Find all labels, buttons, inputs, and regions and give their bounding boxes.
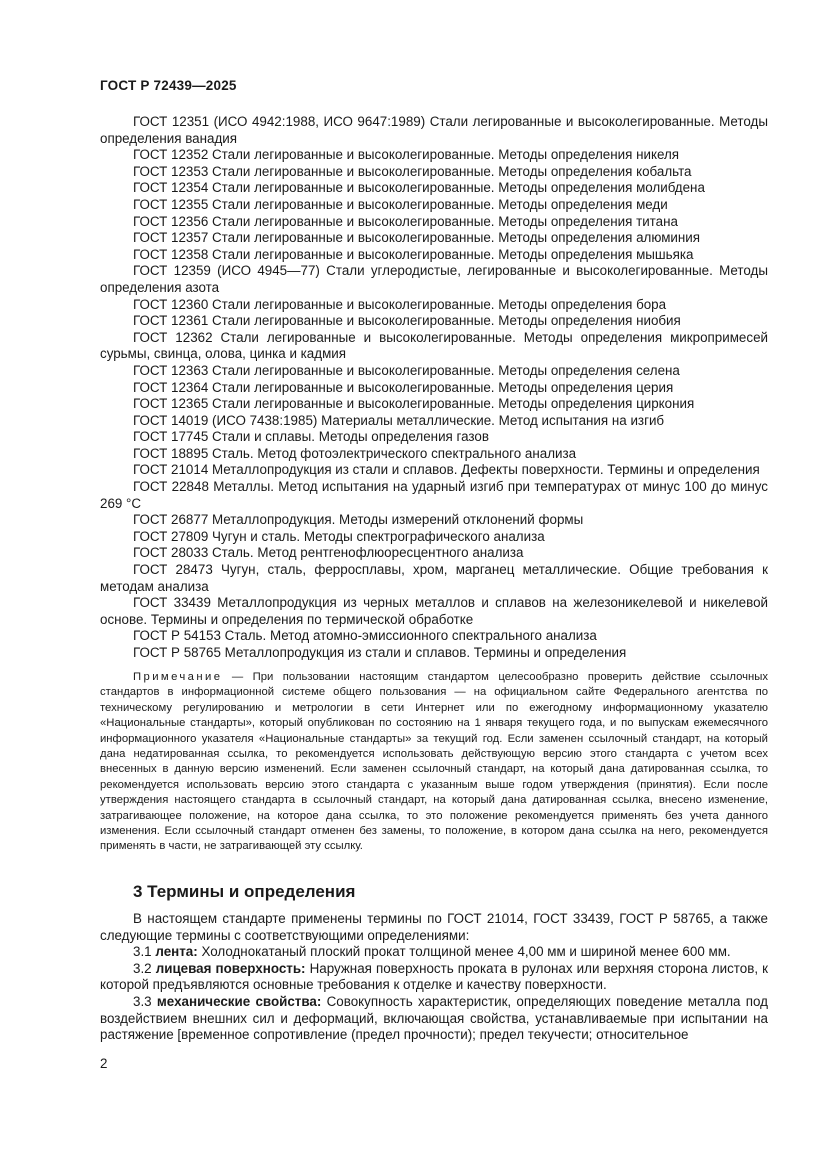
reference-item: ГОСТ 12363 Стали легированные и высоколегированные. Методы определения селена [133,362,680,378]
reference-item: ГОСТ 28033 Сталь. Метод рентгенофлюоресцентного анализа [133,545,524,561]
reference-item: ГОСТ 18895 Сталь. Метод фотоэлектрического спектрального анализа [133,445,577,461]
term-number: 3.3 [133,993,152,1009]
reference-item: ГОСТ Р 54153 Сталь. Метод атомно-эмиссионного спектрального анализа [133,628,597,644]
reference-item: ГОСТ 17745 Стали и сплавы. Методы определения газов [133,429,489,445]
reference-item: ГОСТ 12359 (ИСО 4945—77) Стали углеродистые, легированные и высоколегированные. Методы определения азота [100,263,768,295]
reference-item: ГОСТ Р 58765 Металлопродукция из стали и сплавов. Термины и определения [133,645,627,660]
reference-item: ГОСТ 12353 Стали легированные и высоколегированные. Методы определения кобальта [133,163,692,179]
section-body [100,911,768,1044]
section-intro: В настоящем стандарте применены термины по ГОСТ 21014, ГОСТ 33439, ГОСТ Р 58765, а также следующие термины с соответствующими определениями: [100,911,768,943]
reference-item: ГОСТ 28473 Чугун, сталь, ферросплавы, хром, марганец металлические. Общие требования к методам анализа [100,562,768,594]
reference-item: ГОСТ 33439 Металлопродукция из черных металлов и сплавов на железоникелевой и никелевой основе. Термины и определения по термической обработке [100,595,768,627]
term-definition: Совокупность характеристик, определяющих поведение металла под воздействием внешних сил и деформаций, включающая свойства, устанавливаемые при испытании на растяжение [временное сопротивление (предел прочности); предел текучести; относительное [100,993,768,1043]
term-name: механические свойства: [156,993,322,1009]
note-label: Примечание [133,671,223,683]
reference-item: ГОСТ 12351 (ИСО 4942:1988, ИСО 9647:1989) Стали легированные и высоколегированные. Методы определения ванадия [100,114,768,146]
references-note [100,670,768,855]
reference-item: ГОСТ 12356 Стали легированные и высоколегированные. Методы определения титана [133,213,678,229]
normative-references-list [100,114,768,662]
term-number: 3.2 [133,960,152,976]
term-item [100,994,768,1044]
reference-item: ГОСТ 12358 Стали легированные и высоколегированные. Методы определения мышьяка [133,246,694,262]
reference-item: ГОСТ 12364 Стали легированные и высоколегированные. Методы определения церия [133,379,674,395]
term-item [100,944,768,961]
reference-item: ГОСТ 12355 Стали легированные и высоколегированные. Методы определения меди [133,196,668,212]
reference-item: ГОСТ 27809 Чугун и сталь. Методы спектрографического анализа [133,528,545,544]
section-title: 3 Термины и определения [133,882,356,901]
reference-item: ГОСТ 12361 Стали легированные и высоколегированные. Методы определения ниобия [133,313,681,329]
term-name: лицевая поверхность: [155,960,306,976]
note-dash: — [222,671,253,683]
term-definition: Наружная поверхность проката в рулонах или верхняя сторона листов, к которой предъявляются основные требования к отделке и качеству поверхности. [100,960,768,993]
term-name: лента: [155,944,198,960]
reference-item: ГОСТ 12365 Стали легированные и высоколегированные. Методы определения циркония [133,396,695,412]
reference-item: ГОСТ 12354 Стали легированные и высоколегированные. Методы определения молибдена [133,180,705,196]
term-definition: Холоднокатаный плоский прокат толщиной менее 4,00 мм и шириной менее 600 мм. [201,944,731,960]
reference-item: ГОСТ 22848 Металлы. Метод испытания на ударный изгиб при температурах от минус 100 до минус 269 °С [100,479,768,511]
reference-item: ГОСТ 12352 Стали легированные и высоколегированные. Методы определения никеля [133,147,680,163]
reference-item: ГОСТ 21014 Металлопродукция из стали и сплавов. Дефекты поверхности. Термины и определения [133,462,760,478]
term-item [100,961,768,994]
reference-item: ГОСТ 26877 Металлопродукция. Методы измерений отклонений формы [133,512,584,528]
document-header: ГОСТ Р 72439—2025 [100,78,237,93]
reference-item: ГОСТ 12357 Стали легированные и высоколегированные. Методы определения алюминия [133,230,701,246]
reference-item: ГОСТ 12362 Стали легированные и высоколегированные. Методы определения микропримесей сурьмы, свинца, олова, цинка и кадмия [100,329,768,362]
note-text: При пользовании настоящим стандартом целесообразно проверить действие ссылочных стандартов в информационной системе общего пользования — на официальном сайте Федерального агентства по техническому регулированию и метрологии в сети Интернет или по ежегодному информационному указателю «Национальные стандарты», который опубликован по состоянию на 1 января текущего года, и по выпускам ежемесячного информационного указателя «Национальные стандарты» за текущий год. Если заменен ссылочный стандарт, на который дана недатированная ссылка, то рекомендуется использовать действующую версию этого стандарта с учетом всех внесенных в данную версию изменений. Если заменен ссылочный стандарт, на который дана датированная ссылка, то рекомендуется использовать версию этого стандарта с указанным выше годом утверждения (принятия). Если после утверждения настоящего стандарта в ссылочный стандарт, на который дана датированная ссылка, внесено изменение, затрагивающее положение, на которое дана ссылка, то это положение рекомендуется применять без учета данного изменения. Если ссылочный стандарт отменен без замены, то положение, в котором дана ссылка на него, рекомендуется применять в части, не затрагивающей эту ссылку. [100,671,769,853]
page-number: 2 [100,1056,108,1071]
reference-item: ГОСТ 14019 (ИСО 7438:1985) Материалы металлические. Метод испытания на изгиб [133,412,665,428]
reference-item: ГОСТ 12360 Стали легированные и высоколегированные. Методы определения бора [133,296,667,312]
term-number: 3.1 [133,944,152,960]
